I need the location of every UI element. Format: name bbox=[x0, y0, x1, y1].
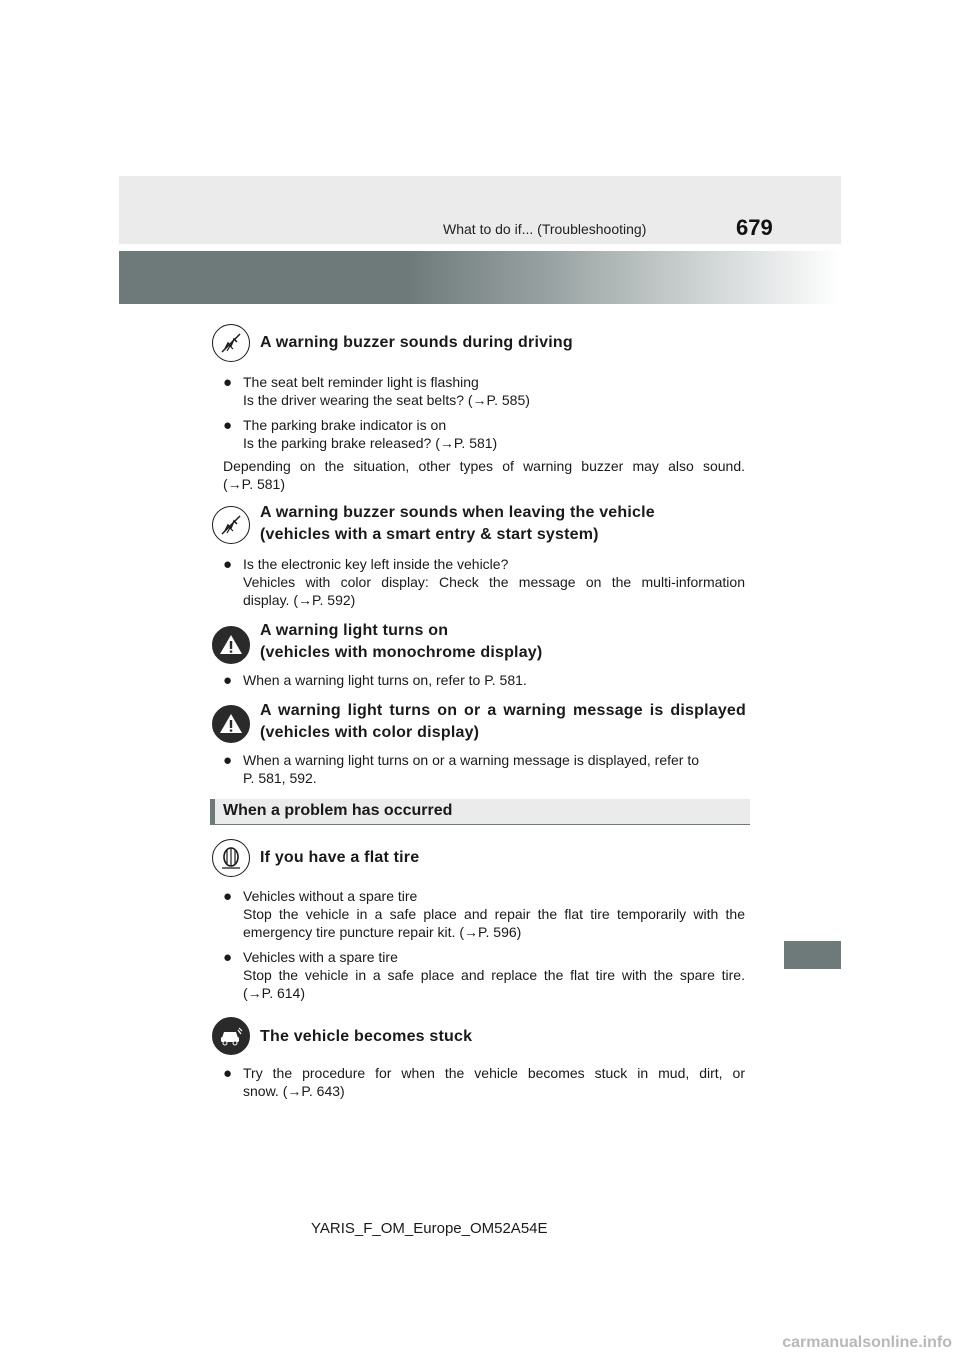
heading-flat-tire: If you have a flat tire bbox=[260, 849, 420, 866]
bullet: ● bbox=[223, 417, 233, 434]
list-item-line: snow. (→P. 643) bbox=[243, 1083, 345, 1099]
list-item-line: When a warning light turns on or a warning message is displayed, refer to bbox=[243, 752, 700, 768]
list-item-line: emergency tire puncture repair kit. (→P. 596) bbox=[243, 924, 522, 940]
warning-icon bbox=[212, 626, 250, 664]
buzzer-icon bbox=[212, 506, 250, 544]
list-item-line: Stop the vehicle in a safe place and repair the flat tire temporarily with the bbox=[243, 906, 745, 922]
heading-line: (vehicles with color display) bbox=[260, 724, 480, 741]
bullet: ● bbox=[223, 672, 233, 689]
footer-doc-id: YARIS_F_OM_Europe_OM52A54E bbox=[311, 1220, 548, 1237]
list-item-line: Is the parking brake released? (→P. 581) bbox=[243, 435, 498, 451]
bullet: ● bbox=[223, 1065, 233, 1082]
list-item-line: P. 581, 592. bbox=[243, 770, 317, 786]
bullet: ● bbox=[223, 752, 233, 769]
tire-icon bbox=[212, 839, 250, 877]
list-item-line: Vehicles with color display: Check the message on the multi-information bbox=[243, 574, 745, 590]
header-title: What to do if... (Troubleshooting) bbox=[443, 221, 647, 237]
list-item-line: Is the driver wearing the seat belts? (→P. 585) bbox=[243, 392, 530, 408]
stuck-car-icon bbox=[212, 1017, 250, 1055]
list-item bbox=[223, 887, 745, 941]
chapter-banner bbox=[119, 251, 841, 304]
warning-icon bbox=[212, 705, 250, 743]
heading-line: (vehicles with a smart entry & start system) bbox=[260, 526, 599, 543]
buzzer-icon bbox=[212, 324, 250, 362]
list-item-line: Vehicles with a spare tire bbox=[243, 949, 398, 965]
heading-line: A warning light turns on bbox=[260, 622, 449, 639]
section-header-title: When a problem has occurred bbox=[223, 802, 453, 819]
list-item-line: display. (→P. 592) bbox=[243, 592, 356, 608]
list-item-line: Try the procedure for when the vehicle becomes stuck in mud, dirt, or bbox=[243, 1065, 745, 1081]
list-item bbox=[223, 555, 745, 609]
bullet: ● bbox=[223, 949, 233, 966]
bullet: ● bbox=[223, 374, 233, 391]
heading-stuck: The vehicle becomes stuck bbox=[260, 1028, 473, 1045]
list-item-line: The parking brake indicator is on bbox=[243, 417, 447, 433]
list-item-line: The seat belt reminder light is flashing bbox=[243, 374, 479, 390]
note-line: Depending on the situation, other types of warning buzzer may also sound. bbox=[223, 458, 745, 474]
list-item-line: Stop the vehicle in a safe place and replace the flat tire with the spare tire. bbox=[243, 967, 745, 983]
bullet: ● bbox=[223, 888, 233, 905]
list-item-line: Is the electronic key left inside the vehicle? bbox=[243, 556, 509, 572]
heading-light-mono bbox=[260, 620, 542, 664]
bullet: ● bbox=[223, 556, 233, 573]
list-item bbox=[223, 948, 745, 1002]
list-item bbox=[223, 373, 745, 409]
list-item-line: When a warning light turns on, refer to P. 581. bbox=[243, 672, 527, 688]
list-item bbox=[223, 1064, 745, 1100]
heading-line: (vehicles with monochrome display) bbox=[260, 644, 543, 661]
section-header-bar bbox=[210, 799, 750, 825]
heading-light-color bbox=[260, 700, 746, 744]
list-item-line: Vehicles without a spare tire bbox=[243, 888, 418, 904]
note-line: (→P. 581) bbox=[223, 476, 285, 492]
note-paragraph bbox=[223, 457, 745, 493]
heading-buzzer-driving: A warning buzzer sounds during driving bbox=[260, 334, 573, 351]
heading-buzzer-leaving bbox=[260, 502, 655, 546]
list-item bbox=[223, 751, 745, 787]
chapter-tab-marker bbox=[784, 941, 841, 969]
heading-line: A warning light turns on or a warning message is displayed bbox=[260, 702, 746, 719]
watermark: carmanualsonline.info bbox=[782, 1334, 952, 1351]
list-item-line: (→P. 614) bbox=[243, 985, 305, 1001]
list-item bbox=[223, 416, 745, 452]
page-number: 679 bbox=[736, 215, 773, 240]
list-item bbox=[223, 671, 745, 689]
heading-line: A warning buzzer sounds when leaving the vehicle bbox=[260, 504, 655, 521]
